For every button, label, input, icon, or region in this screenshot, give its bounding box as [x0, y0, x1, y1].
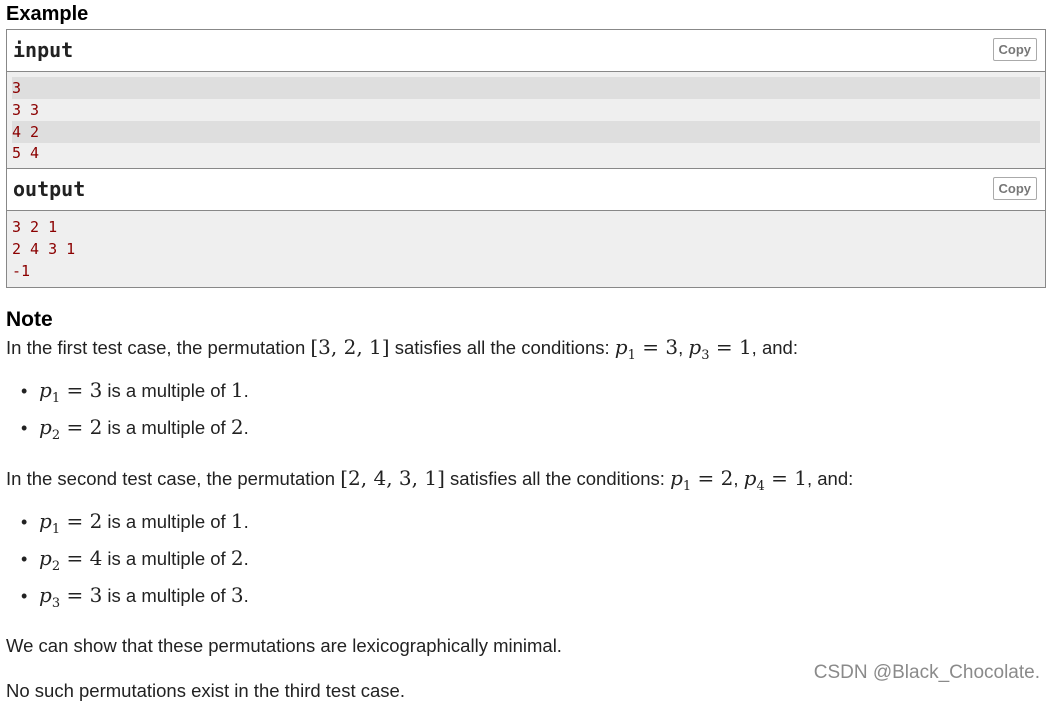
math-permutation: [3, 2, 1] — [310, 335, 390, 359]
note-case1-intro: In the first test case, the permutation [3, 2, 1] satisfies all the conditions: $p_1 = 3$, $p_3 = 1$, and: — [6, 335, 798, 363]
math-permutation: [2, 4, 3, 1] — [340, 466, 445, 490]
input-line: 5 4 — [12, 144, 40, 162]
list-item: • $p_3 = 3$ is a multiple of 3. — [21, 581, 1046, 618]
note-case2-intro: In the second test case, the permutation [2, 4, 3, 1] satisfies all the conditions: $p_1 = 2$, $p_4 = 1$, and: — [6, 466, 854, 494]
math-condition: $p_4 = 1$ — [743, 466, 807, 494]
note-case2-list — [6, 507, 1046, 618]
output-line: 2 4 3 1 — [12, 240, 76, 258]
note-title: Note — [6, 308, 53, 331]
output-header — [7, 169, 1045, 211]
watermark: CSDN @Black_Chocolate. — [813, 662, 1040, 683]
input-line: 4 2 — [12, 121, 1040, 143]
input-header — [7, 30, 1045, 72]
copy-input-button[interactable]: Copy — [993, 38, 1038, 61]
list-item: • $p_2 = 2$ is a multiple of 2. — [21, 413, 1046, 450]
problem-page — [6, 0, 1046, 705]
note-case1-list — [6, 376, 1046, 450]
output-content — [7, 211, 1045, 287]
input-label: input — [13, 38, 74, 62]
output-line: 3 2 1 — [12, 218, 58, 236]
input-line: 3 3 — [12, 101, 40, 119]
output-line: -1 — [12, 262, 31, 280]
math-condition: $p_1 = 2$ — [670, 466, 734, 494]
math-condition: $p_3 = 1$ — [688, 335, 752, 363]
note-third-case: No such permutations exist in the third test case. — [6, 680, 405, 701]
note-minimal: We can show that these permutations are lexicographically minimal. — [6, 635, 562, 656]
list-item: • $p_1 = 3$ is a multiple of 1. — [21, 376, 1046, 413]
list-item: • $p_1 = 2$ is a multiple of 1. — [21, 507, 1046, 544]
input-line: 3 — [12, 77, 1040, 99]
output-label: output — [13, 177, 86, 201]
math-condition: $p_1 = 3$ — [614, 335, 679, 363]
copy-output-button[interactable]: Copy — [993, 177, 1038, 200]
example-title: Example — [6, 3, 89, 25]
list-item: • $p_2 = 4$ is a multiple of 2. — [21, 544, 1046, 581]
input-content — [7, 72, 1045, 168]
sample-tests — [6, 29, 1046, 288]
